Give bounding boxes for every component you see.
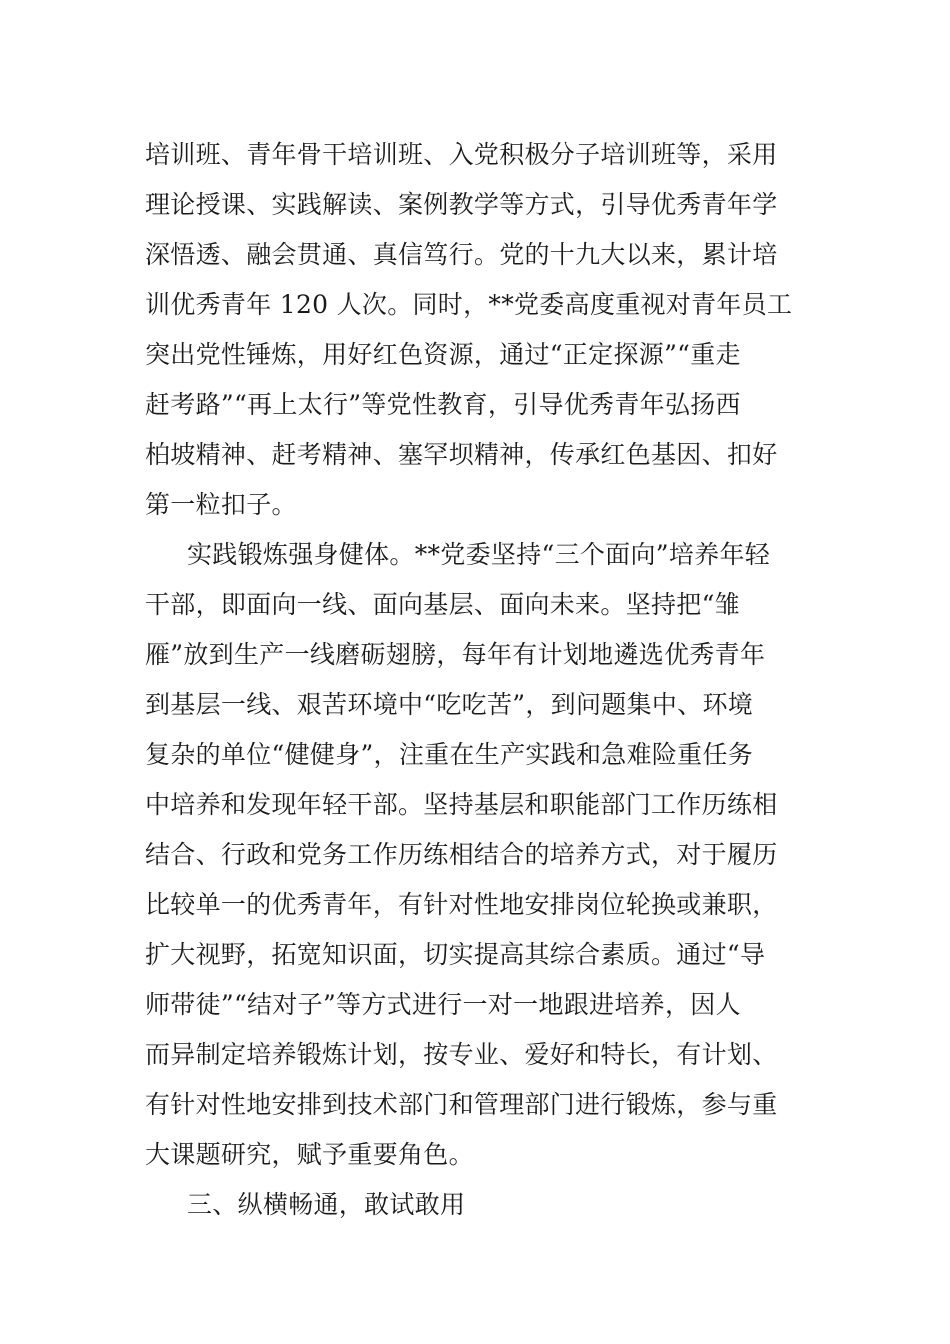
text-line: 干部，即面向一线、面向基层、面向未来。坚持把“雏 [145, 590, 740, 619]
text-line: 第一粒扣子。 [145, 490, 297, 519]
section-heading: 三、纵横畅通，敢试敢用 [187, 1190, 466, 1219]
text-line: 大课题研究，赋予重要角色。 [145, 1140, 474, 1169]
document-body [145, 130, 810, 1230]
text-line: 有针对性地安排到技术部门和管理部门进行锻炼，参与重 [145, 1090, 778, 1119]
text-line: 扩大视野，拓宽知识面，切实提高其综合素质。通过“导 [145, 940, 766, 969]
text-line: 训优秀青年 120 人次。同时，**党委高度重视对青年员工 [145, 290, 793, 319]
paragraph-start-line: 实践锻炼强身健体。**党委坚持“三个面向”培养年轻 [187, 540, 771, 569]
text-line: 深悟透、融会贯通、真信笃行。党的十九大以来，累计培 [145, 240, 778, 269]
text-line: 培训班、青年骨干培训班、入党积极分子培训班等，采用 [145, 140, 778, 169]
text-line: 雁”放到生产一线磨砺翅膀，每年有计划地遴选优秀青年 [145, 640, 766, 669]
text-line: 赶考路”“再上太行”等党性教育，引导优秀青年弘扬西 [145, 390, 741, 419]
text-line: 师带徒”“结对子”等方式进行一对一地跟进培养，因人 [145, 990, 741, 1019]
text-line: 中培养和发现年轻干部。坚持基层和职能部门工作历练相 [145, 790, 778, 819]
text-line: 结合、行政和党务工作历练相结合的培养方式，对于履历 [145, 840, 778, 869]
text-line: 而异制定培养锻炼计划，按专业、爱好和特长，有计划、 [145, 1040, 778, 1069]
text-line: 到基层一线、艰苦环境中“吃吃苦”，到问题集中、环境 [145, 690, 754, 719]
text-line: 柏坡精神、赶考精神、塞罕坝精神，传承红色基因、扣好 [145, 440, 778, 469]
text-line: 理论授课、实践解读、案例教学等方式，引导优秀青年学 [145, 190, 778, 219]
text-line: 比较单一的优秀青年，有针对性地安排岗位轮换或兼职， [145, 890, 778, 919]
text-line: 复杂的单位“健健身”，注重在生产实践和急难险重任务 [145, 740, 754, 769]
text-line: 突出党性锤炼，用好红色资源，通过“正定探源”“重走 [145, 340, 741, 369]
